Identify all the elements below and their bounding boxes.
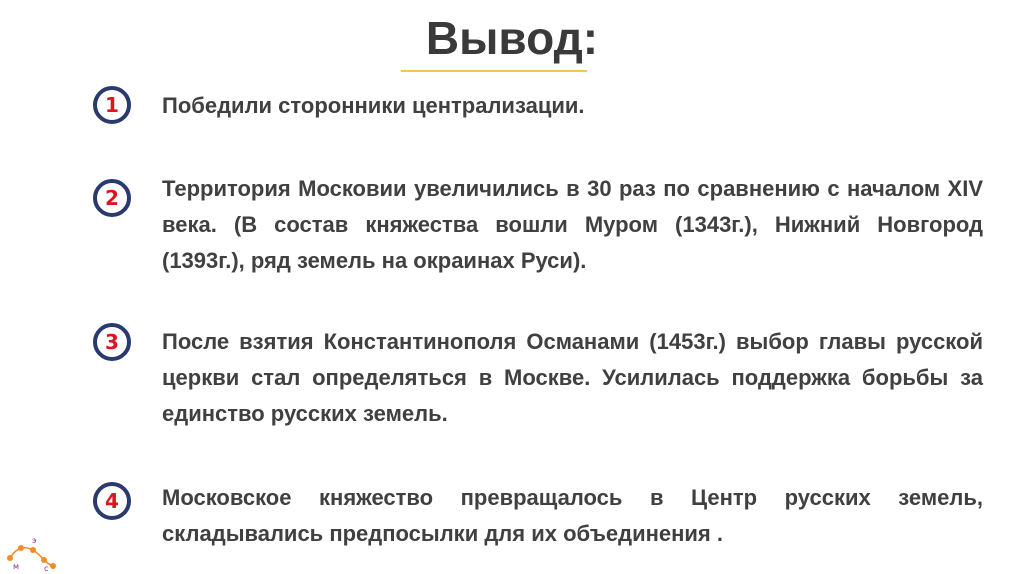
- logo-letter: м: [13, 562, 20, 571]
- conclusion-text: Победили сторонники централизации.: [162, 93, 585, 118]
- title-underline: [401, 70, 587, 72]
- logo-letter: с: [44, 564, 49, 572]
- number-badge-label: 3: [105, 330, 119, 354]
- number-badge-label: 4: [105, 489, 119, 513]
- conclusion-text: Территория Московии увеличились в 30 раз по сравнению с началом XIV века. (В состав княжества вошли Муром (1343г.), Нижний Новгород (1393г.), ряд земель на окраинах Руси).: [162, 176, 983, 273]
- number-badge: [93, 323, 131, 361]
- logo-icon: [4, 536, 58, 572]
- slide-title: Вывод:: [425, 12, 599, 64]
- number-badge: [93, 86, 131, 124]
- logo-letter: э: [32, 536, 37, 545]
- number-badge-label: 1: [105, 93, 119, 117]
- number-badge: [93, 179, 131, 217]
- conclusion-text: После взятия Константинополя Османами (1453г.) выбор главы русской церкви стал определяться в Москве. Усилилась поддержка борьбы за единство русских земель.: [162, 329, 983, 426]
- number-badge-label: 2: [105, 186, 119, 210]
- conclusion-text: Московское княжество превращалось в Центр русских земель, складывались предпосылки для их объединения .: [162, 485, 983, 546]
- number-badge: [93, 482, 131, 520]
